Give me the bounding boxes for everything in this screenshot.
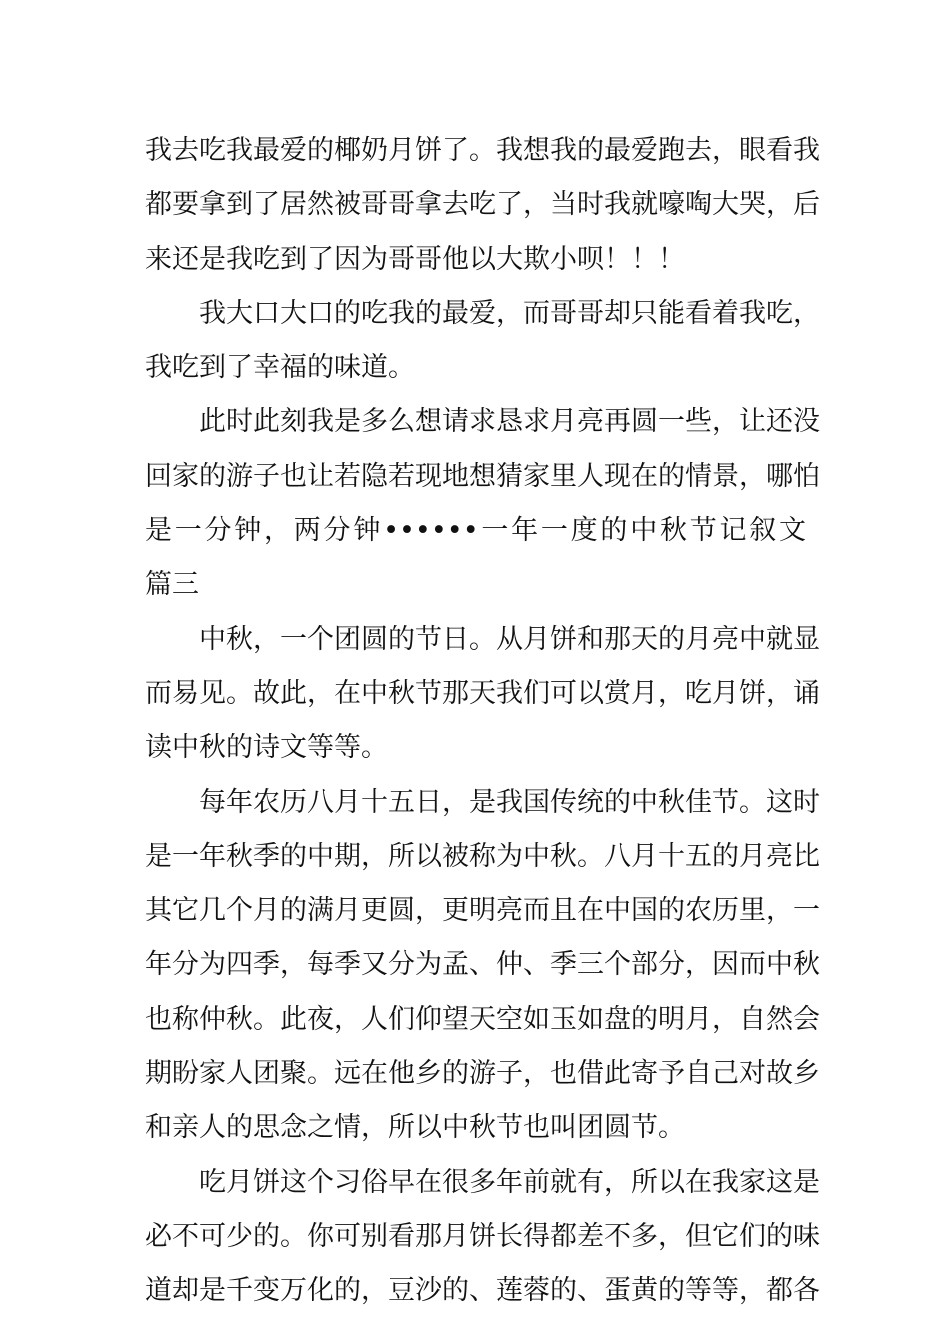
text-line <box>145 721 806 775</box>
text-line-content: 篇三 <box>145 569 199 601</box>
text-line <box>145 124 820 178</box>
text-line-content: 也称仲秋。此夜，人们仰望天空如玉如盘的明月，自然会 <box>145 1003 820 1035</box>
text-line-content: 此时此刻我是多么想请求恳求月亮再圆一些，让还没 <box>199 406 820 438</box>
text-line-content: 我大口大口的吃我的最爱，而哥哥却只能看着我吃， <box>199 297 820 329</box>
text-line <box>145 776 820 830</box>
text-line-content: 而易见。故此，在中秋节那天我们可以赏月，吃月饼，诵 <box>145 677 820 709</box>
text-line <box>145 558 806 612</box>
text-line <box>145 613 820 667</box>
text-line-content: 来还是我吃到了因为哥哥他以大欺小呗！！！ <box>145 243 685 275</box>
text-line <box>145 233 806 287</box>
text-line <box>145 1156 820 1210</box>
text-line-content: 都要拿到了居然被哥哥拿去吃了，当时我就嚎啕大哭，后 <box>145 189 820 221</box>
text-line-content: 其它几个月的满月更圆，更明亮而且在中国的农历里，一 <box>145 895 820 927</box>
text-line-content: 期盼家人团聚。远在他乡的游子，也借此寄予自己对故乡 <box>145 1058 820 1090</box>
text-line-content: 和亲人的思念之情，所以中秋节也叫团圆节。 <box>145 1112 685 1144</box>
text-line-content: 是一分钟，两分钟••••••一年一度的中秋节记叙文 <box>145 515 806 547</box>
text-line <box>145 1210 820 1264</box>
text-line <box>145 667 820 721</box>
text-line <box>145 1264 820 1318</box>
text-line-content: 必不可少的。你可别看那月饼长得都差不多，但它们的味 <box>145 1220 820 1252</box>
text-line <box>145 504 806 558</box>
text-line-content: 我吃到了幸福的味道。 <box>145 352 415 384</box>
text-line <box>145 938 820 992</box>
text-line <box>145 341 806 395</box>
text-line <box>145 884 820 938</box>
text-line-content: 年分为四季，每季又分为孟、仲、季三个部分，因而中秋 <box>145 949 820 981</box>
text-line-content: 回家的游子也让若隐若现地想猜家里人现在的情景，哪怕 <box>145 460 820 492</box>
text-line <box>145 993 820 1047</box>
text-line <box>145 1101 806 1155</box>
text-line-content: 道却是千变万化的，豆沙的、莲蓉的、蛋黄的等等，都各 <box>145 1275 820 1307</box>
document-body <box>145 124 820 1319</box>
text-line-content: 吃月饼这个习俗早在很多年前就有，所以在我家这是 <box>199 1166 820 1198</box>
text-line-content: 每年农历八月十五日，是我国传统的中秋佳节。这时 <box>199 786 820 818</box>
text-line-content: 我去吃我最爱的椰奶月饼了。我想我的最爱跑去，眼看我 <box>145 135 820 166</box>
text-line-content: 读中秋的诗文等等。 <box>145 732 388 764</box>
text-line-content: 中秋，一个团圆的节日。从月饼和那天的月亮中就显 <box>199 623 820 655</box>
text-line-content: 是一年秋季的中期，所以被称为中秋。八月十五的月亮比 <box>145 840 820 872</box>
text-line <box>145 450 820 504</box>
text-line <box>145 287 820 341</box>
text-line <box>145 178 820 232</box>
text-line <box>145 395 820 449</box>
text-line <box>145 830 820 884</box>
text-line <box>145 1047 820 1101</box>
